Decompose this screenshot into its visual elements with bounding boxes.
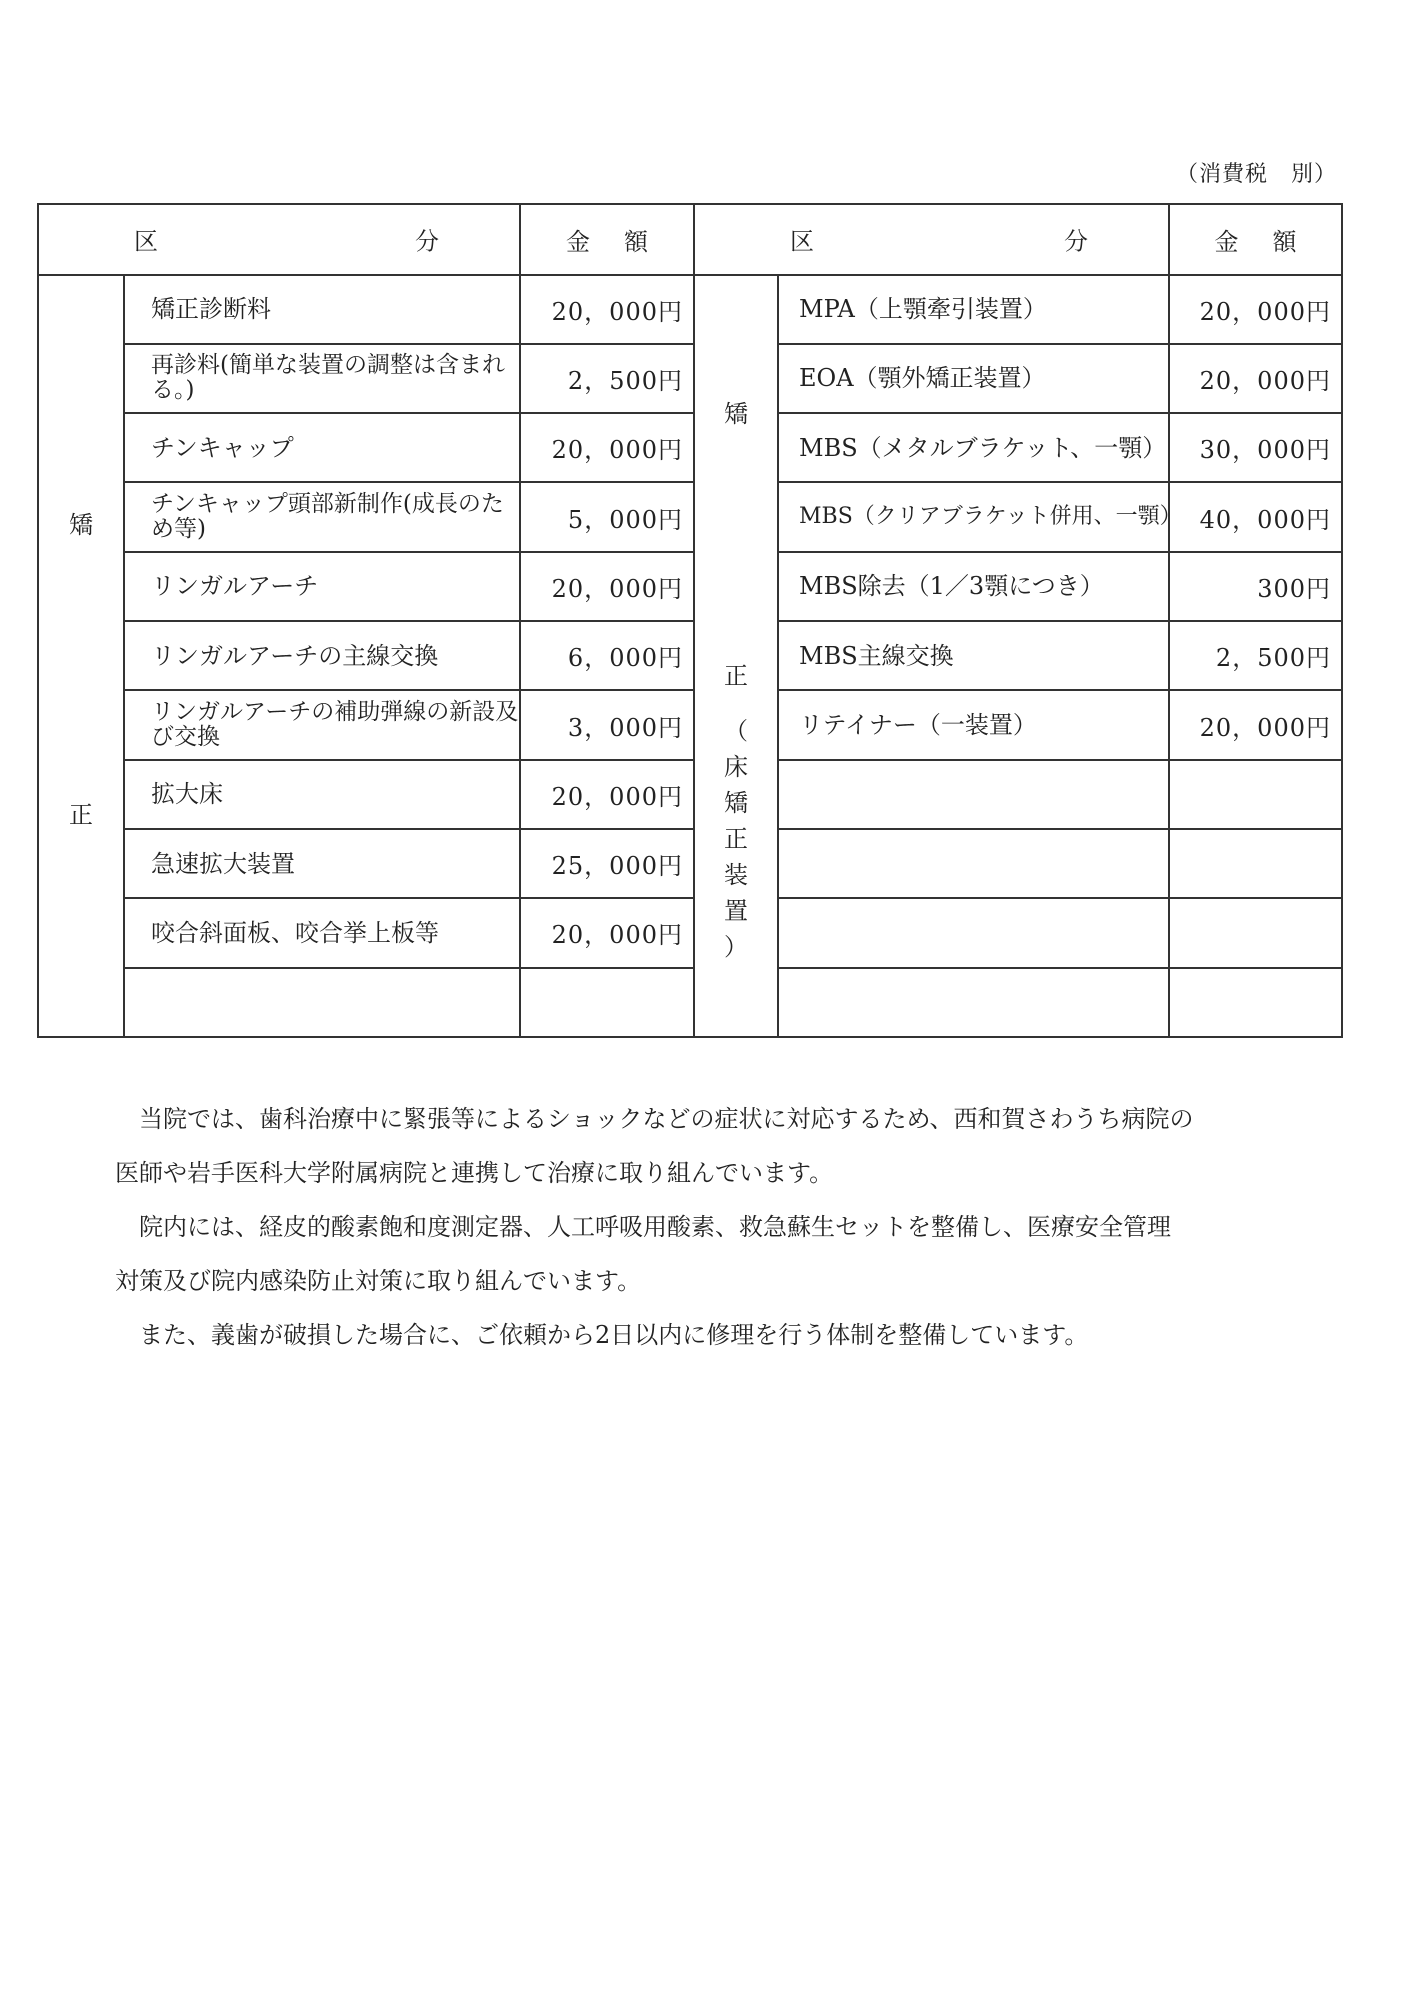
right-category-char: ）: [724, 932, 748, 961]
right-category-char: （: [724, 716, 748, 745]
left-item-price: 20，000円: [520, 275, 694, 344]
notice-text: [115, 1092, 1325, 1362]
right-item-price: 30，000円: [1169, 413, 1342, 482]
left-item-price: 2，500円: [520, 344, 694, 413]
table-row: [38, 690, 1342, 759]
table-row: [38, 482, 1342, 551]
right-category-cell: [694, 275, 778, 1037]
left-item-name: リンガルアーチ: [124, 552, 520, 621]
right-item-price: 40，000円: [1169, 482, 1342, 551]
header-kingaku-left: 金額: [520, 204, 694, 275]
left-item-name: 咬合斜面板、咬合挙上板等: [124, 898, 520, 967]
table-row: [38, 898, 1342, 967]
left-item-name: [124, 968, 520, 1037]
right-category-char: 装: [724, 860, 748, 889]
left-item-name: チンキャップ頭部新制作(成長のため等): [124, 482, 520, 551]
right-item-name: [778, 968, 1169, 1037]
left-item-name: 急速拡大装置: [124, 829, 520, 898]
table-row: [38, 413, 1342, 482]
right-item-name: MBS除去（1／3顎につき）: [778, 552, 1169, 621]
header-kubun-left: 区 分: [38, 204, 520, 275]
table-row: [38, 552, 1342, 621]
right-item-name: MBS主線交換: [778, 621, 1169, 690]
right-item-price: [1169, 829, 1342, 898]
right-item-price: [1169, 968, 1342, 1037]
tax-note: （消費税 別）: [1176, 162, 1338, 187]
left-item-price: 3，000円: [520, 690, 694, 759]
right-category-char: 矯: [724, 788, 748, 817]
right-item-price: 20，000円: [1169, 344, 1342, 413]
table-header-row: [38, 204, 1342, 275]
left-item-price: 20，000円: [520, 760, 694, 829]
right-item-name: MPA（上顎牽引装置）: [778, 275, 1169, 344]
right-item-name: [778, 829, 1169, 898]
table-row: [38, 344, 1342, 413]
table-row: [38, 829, 1342, 898]
right-item-price: 300円: [1169, 552, 1342, 621]
left-item-price: 20，000円: [520, 413, 694, 482]
table-row: [38, 760, 1342, 829]
right-item-name: [778, 760, 1169, 829]
right-item-price: 20，000円: [1169, 690, 1342, 759]
right-item-price: 20，000円: [1169, 275, 1342, 344]
left-category-cell: [38, 275, 124, 1037]
left-item-price: 6，000円: [520, 621, 694, 690]
left-item-price: 20，000円: [520, 552, 694, 621]
notice-line: 対策及び院内感染防止対策に取り組んでいます。: [115, 1267, 642, 1295]
right-category-char: 矯: [724, 399, 748, 428]
table-row: [38, 621, 1342, 690]
fee-table: [37, 203, 1343, 1038]
left-item-price: 20，000円: [520, 898, 694, 967]
left-category-char: 正: [69, 800, 93, 829]
right-item-name: リテイナー（一装置）: [778, 690, 1169, 759]
left-item-name: リンガルアーチの主線交換: [124, 621, 520, 690]
left-item-name: チンキャップ: [124, 413, 520, 482]
right-item-name: MBS（クリアブラケット併用、一顎）: [778, 482, 1169, 551]
header-kingaku-right: 金額: [1169, 204, 1342, 275]
right-category-char: 置: [724, 896, 748, 925]
right-item-name: MBS（メタルブラケット、一顎）: [778, 413, 1169, 482]
right-category-char: 床: [724, 752, 748, 781]
right-category-char: 正: [724, 824, 748, 853]
left-item-price: 25，000円: [520, 829, 694, 898]
notice-line: 医師や岩手医科大学附属病院と連携して治療に取り組んでいます。: [115, 1159, 834, 1187]
notice-line: 院内には、経皮的酸素飽和度測定器、人工呼吸用酸素、救急蘇生セットを整備し、医療安全管理: [115, 1213, 1171, 1241]
left-item-price: 5，000円: [520, 482, 694, 551]
left-item-price: [520, 968, 694, 1037]
right-category-char: 正: [724, 661, 748, 690]
left-item-name: 拡大床: [124, 760, 520, 829]
right-item-price: 2，500円: [1169, 621, 1342, 690]
notice-line: また、義歯が破損した場合に、ご依頼から2日以内に修理を行う体制を整備しています。: [115, 1321, 1089, 1349]
right-item-name: [778, 898, 1169, 967]
right-item-price: [1169, 898, 1342, 967]
left-item-name: リンガルアーチの補助弾線の新設及び交換: [124, 690, 520, 759]
table-row: [38, 968, 1342, 1037]
right-item-name: EOA（顎外矯正装置）: [778, 344, 1169, 413]
notice-line: 当院では、歯科治療中に緊張等によるショックなどの症状に対応するため、西和賀さわうち病院の: [115, 1105, 1194, 1133]
left-item-name: 再診料(簡単な装置の調整は含まれる。): [124, 344, 520, 413]
header-kubun-right: 区 分: [694, 204, 1169, 275]
left-category-char: 矯: [69, 510, 93, 539]
left-item-name: 矯正診断料: [124, 275, 520, 344]
table-row: [38, 275, 1342, 344]
right-item-price: [1169, 760, 1342, 829]
